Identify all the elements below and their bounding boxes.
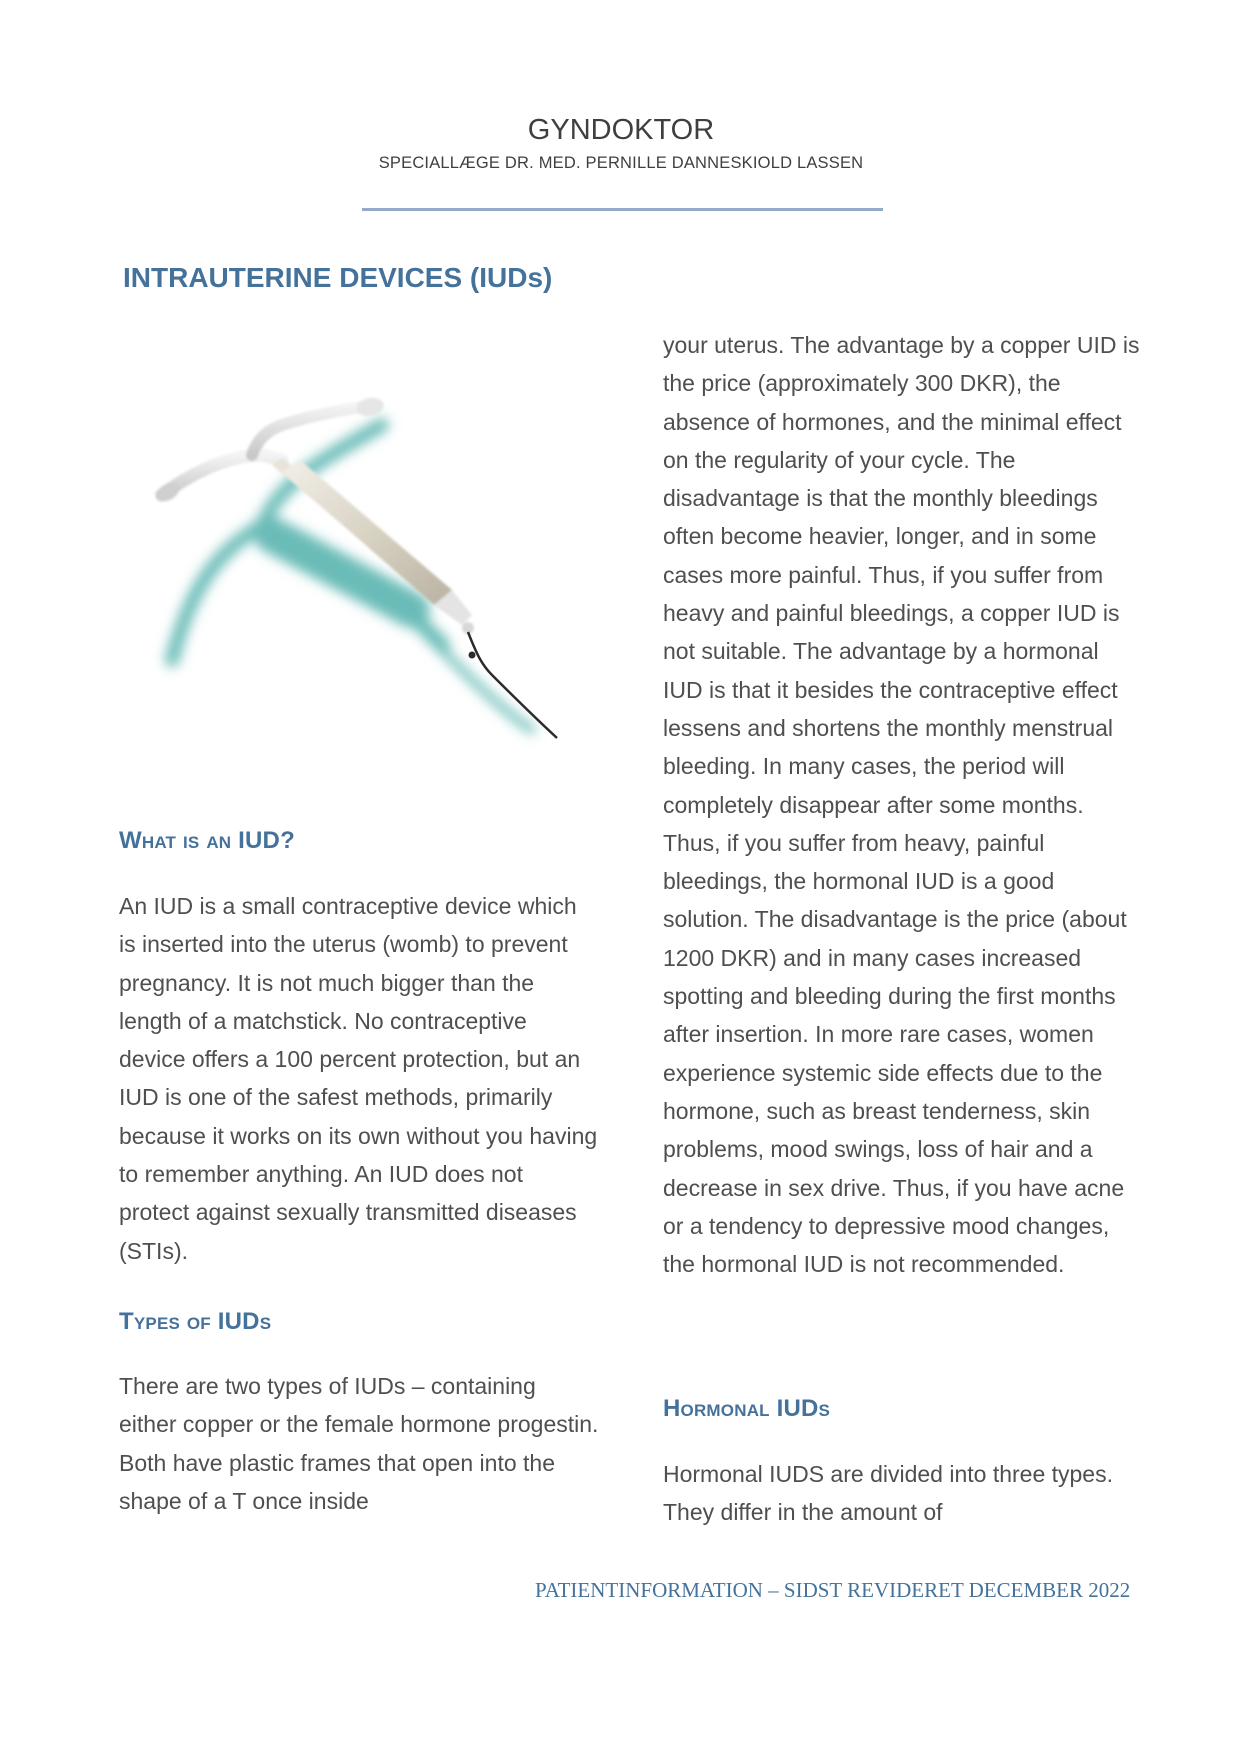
document-title: INTRAUTERINE DEVICES (IUDs)	[123, 262, 553, 293]
paragraph-types-left: There are two types of IUDs – containing either copper or the female hormone progestin. Both have plastic frames that open into the shape of a T once inside	[119, 1373, 599, 1514]
what-is-an-iud-text	[119, 887, 599, 1270]
header-title: GYNDOKTOR	[527, 114, 715, 146]
paragraph-what-is-an-iud: An IUD is a small contraceptive device which is inserted into the uterus (womb) to prevent pregnancy. It is not much bigger than the length of a matchstick. No contraceptive device offers a 100 percent protection, but an IUD is one of the safest methods, primarily because it works on its own without you having to remember anything. An IUD does not protect against sexually transmitted diseases (STIs).	[119, 893, 598, 1264]
heading-what-is-an-iud: What is an IUD?	[119, 827, 295, 854]
paragraph-types-right: your uterus. The advantage by a copper UID is the price (approximately 300 DKR), the absence of hormones, and the minimal effect on the regularity of your cycle. The disadvantage is that the monthly bleedings often become heavier, longer, and in some cases more painful. Thus, if you suffer from heavy and painful bleedings, a copper IUD is not suitable. The advantage by a hormonal IUD is that it besides the contraceptive effect lessens and shortens the monthly menstrual bleeding. In many cases, the period will completely disappear after some months. Thus, if you suffer from heavy, painful bleedings, the hormonal IUD is a good solution. The disadvantage is the price (about 1200 DKR) and in many cases increased spotting and bleeding during the first months after insertion. In more rare cases, women experience systemic side effects due to the hormone, such as breast tenderness, skin problems, mood swings, loss of hair and a decrease in sex drive. Thus, if you have acne or a tendency to depressive mood changes, the hormonal IUD is not recommended.	[663, 332, 1140, 1278]
types-of-iuds-text-right	[663, 326, 1143, 1283]
footer-revision-note: PATIENTINFORMATION – SIDST REVIDERET DECEMBER 2022	[535, 1578, 1131, 1602]
iud-shadow	[172, 425, 532, 730]
header-subtitle: SPECIALLÆGE DR. MED. PERNILLE DANNESKIOLD LASSEN	[378, 154, 864, 172]
header-divider	[362, 208, 883, 211]
types-of-iuds-text-left	[119, 1367, 599, 1520]
iud-image	[132, 360, 572, 760]
heading-types-of-iuds: Types of IUDs	[119, 1308, 272, 1335]
iud-thread-knot	[469, 652, 476, 659]
paragraph-hormonal: Hormonal IUDS are divided into three types. They differ in the amount of	[663, 1461, 1113, 1526]
iud-illustration-icon	[132, 360, 572, 760]
heading-hormonal-iuds: Hormonal IUDs	[663, 1395, 831, 1422]
hormonal-iuds-text	[663, 1455, 1143, 1532]
